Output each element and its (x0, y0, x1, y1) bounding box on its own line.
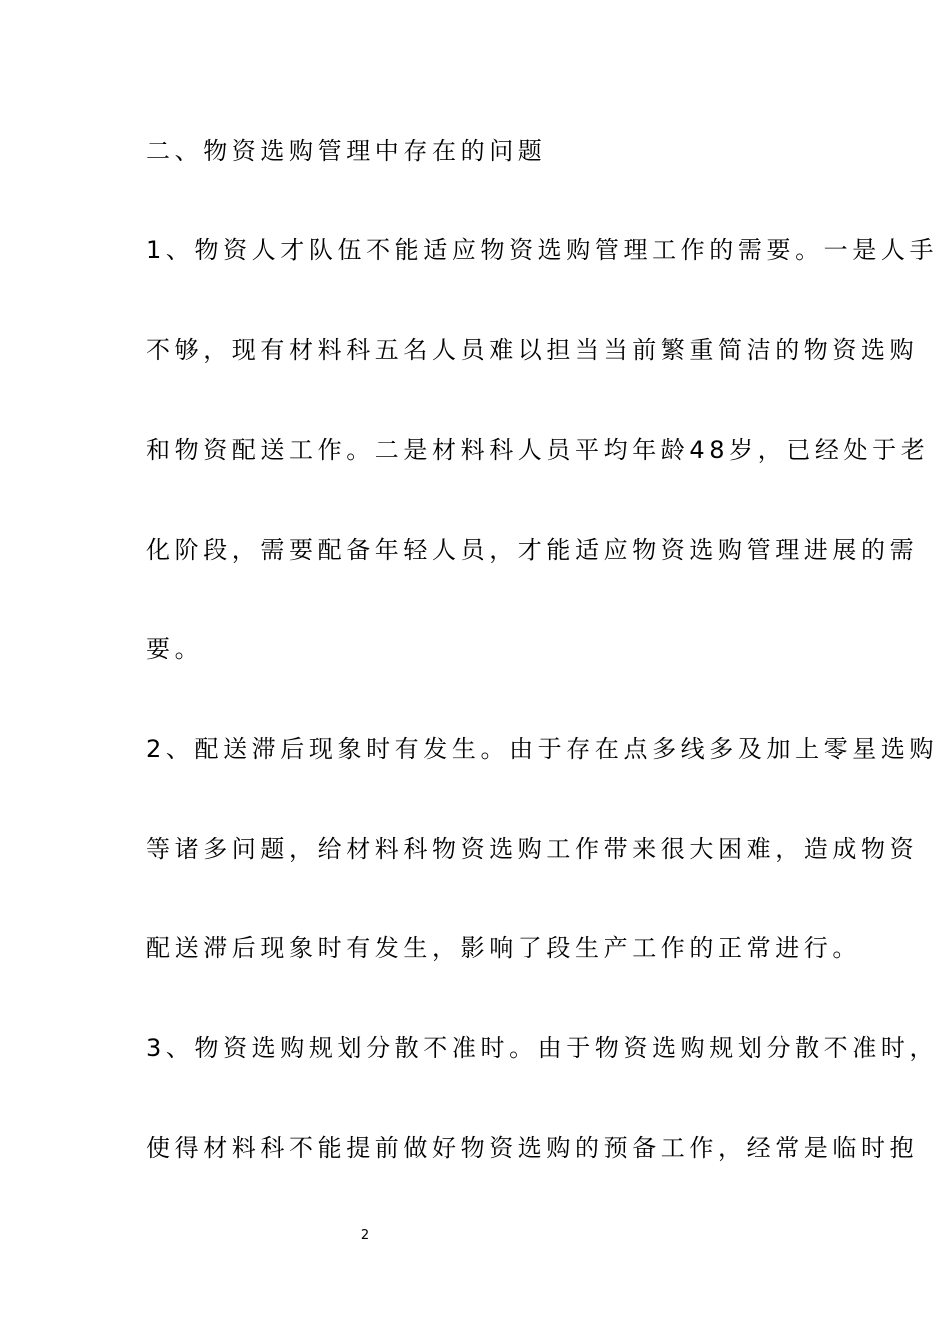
section-heading: 二、物资选购管理中存在的问题 (146, 137, 547, 165)
paragraph-line: 1、物资人才队伍不能适应物资选购管理工作的需要。一是人手 (146, 236, 939, 264)
paragraph-line: 3、物资选购规划分散不准时。由于物资选购规划分散不准时， (146, 1034, 939, 1062)
paragraph-line: 和物资配送工作。二是材料科人员平均年龄48岁，已经处于老 (146, 436, 930, 464)
paragraph-line: 不够，现有材料科五名人员难以担当当前繁重简洁的物资选购 (146, 336, 919, 364)
page-number: 2 (360, 1228, 370, 1243)
paragraph-line: 化阶段，需要配备年轻人员，才能适应物资选购管理进展的需 (146, 536, 919, 564)
paragraph-line: 配送滞后现象时有发生，影响了段生产工作的正常进行。 (146, 934, 861, 962)
paragraph-line: 2、配送滞后现象时有发生。由于存在点多线多及加上零星选购 (146, 735, 939, 763)
paragraph-line: 要。 (146, 635, 204, 663)
paragraph-line: 使得材料科不能提前做好物资选购的预备工作，经常是临时抱 (146, 1134, 919, 1162)
paragraph-line: 等诸多问题，给材料科物资选购工作带来很大困难，造成物资 (146, 835, 919, 863)
